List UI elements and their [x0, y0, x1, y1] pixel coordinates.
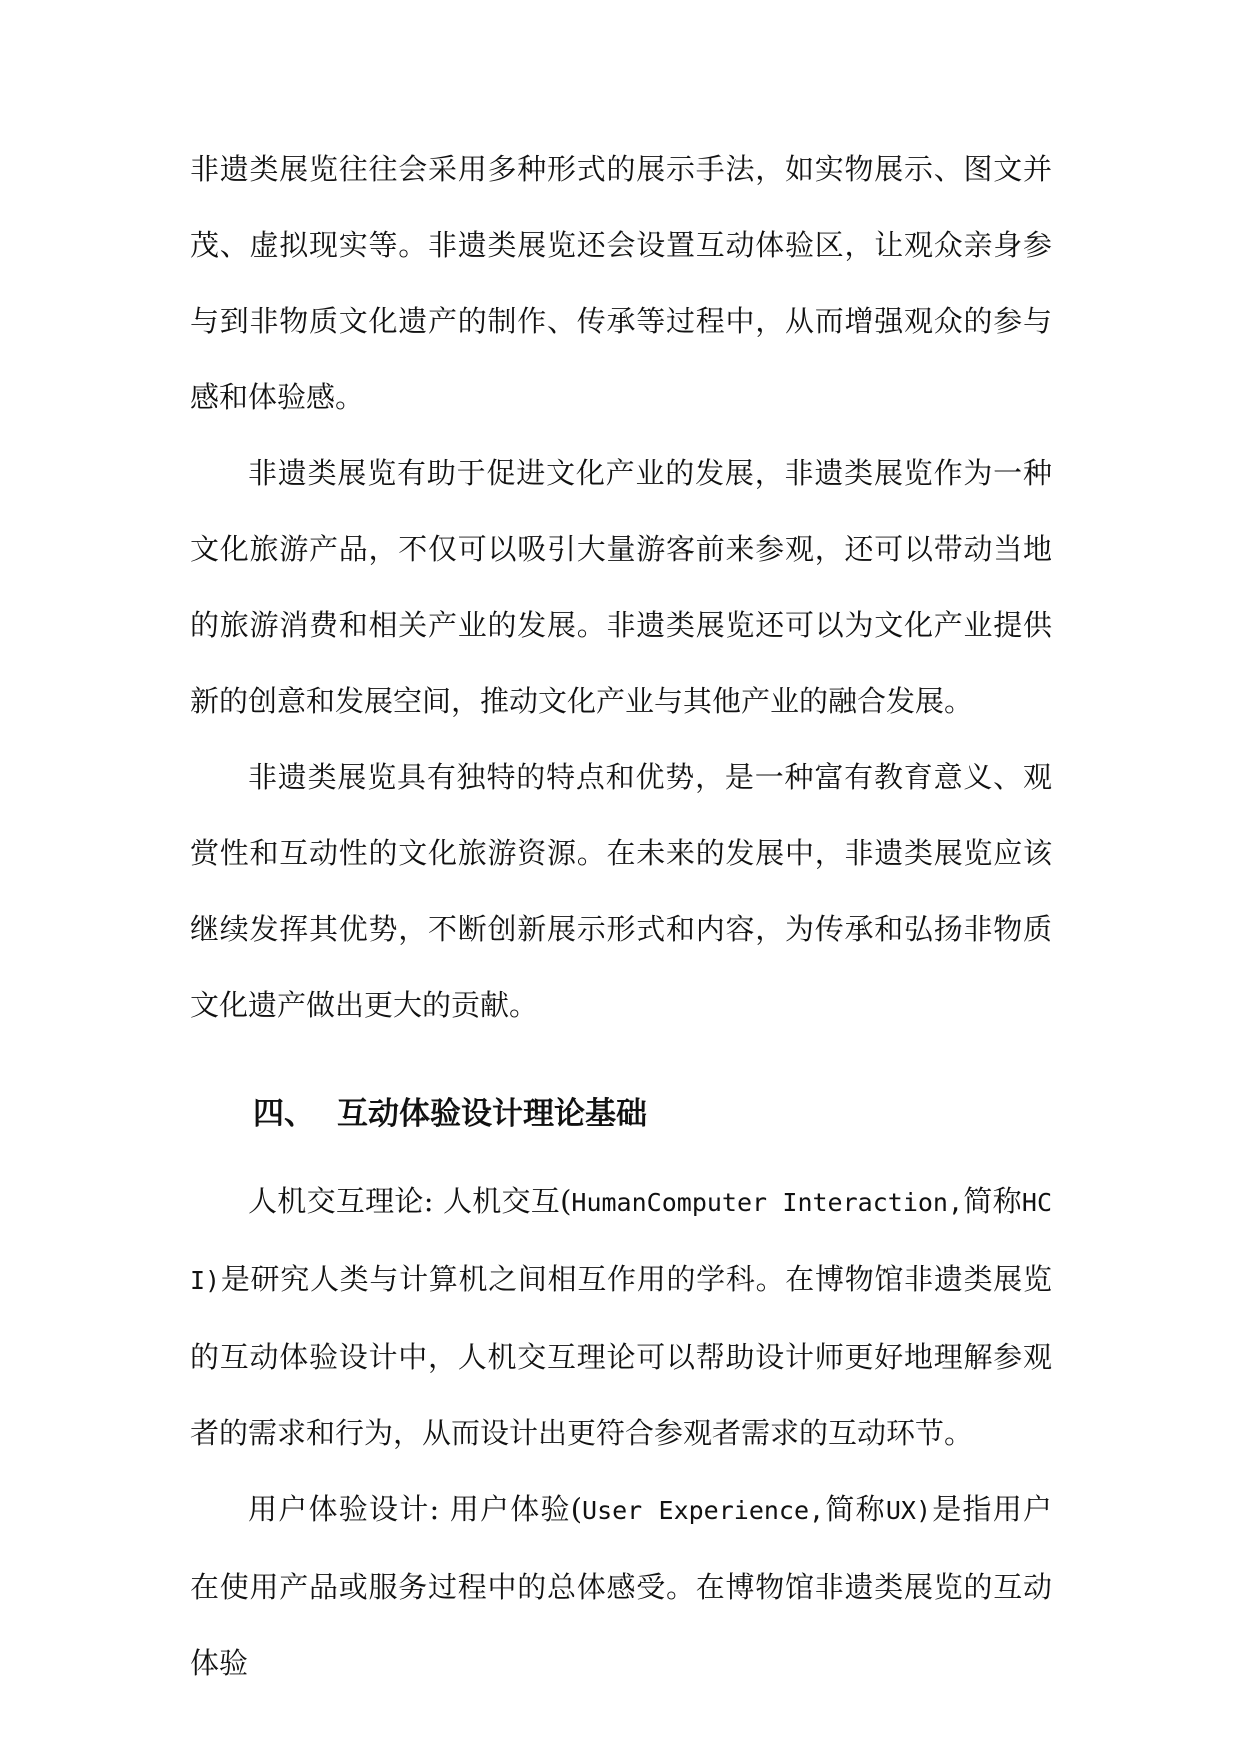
ux-middle: 简称 — [824, 1492, 886, 1526]
paragraph-ux-design — [190, 1471, 1052, 1701]
ux-prefix: 用户体验设计: 用户体验( — [248, 1492, 583, 1526]
paragraph-cultural-industry: 非遗类展览有助于促进文化产业的发展，非遗类展览作为一种文化旅游产品，不仅可以吸引大量游客前来参观，还可以带动当地的旅游消费和相关产业的发展。非遗类展览还可以为文化产业提供新的创意和发展空间，推动文化产业与其他产业的融合发展。 — [190, 456, 1052, 718]
paragraph-hci-theory — [190, 1163, 1052, 1471]
ux-english-term: User Experience, — [582, 1496, 825, 1525]
section-number: 四、 — [253, 1096, 315, 1132]
hci-middle: 简称 — [963, 1184, 1022, 1218]
section-title: 互动体验设计理论基础 — [337, 1096, 647, 1132]
paragraph-features-advantages: 非遗类展览具有独特的特点和优势，是一种富有教育意义、观赏性和互动性的文化旅游资源。在未来的发展中，非遗类展览应该继续发挥其优势，不断创新展示形式和内容，为传承和弘扬非物质文化遗产做出更大的贡献。 — [190, 760, 1052, 1022]
hci-abbreviation: HCI) — [190, 1188, 1052, 1295]
section-heading — [190, 1085, 1052, 1143]
hci-prefix: 人机交互理论: 人机交互( — [248, 1184, 572, 1218]
page-content — [190, 131, 1052, 1701]
hci-english-term: HumanComputer Interaction, — [571, 1188, 964, 1217]
hci-rest: 是研究人类与计算机之间相互作用的学科。在博物馆非遗类展览的互动体验设计中，人机交互理论可以帮助设计师更好地理解参观者的需求和行为，从而设计出更符合参观者需求的互动环节。 — [190, 1262, 1052, 1450]
ux-rest: 是指用户在使用产品或服务过程中的总体感受。在博物馆非遗类展览的互动体验 — [190, 1492, 1052, 1680]
paragraph-exhibition-forms: 非遗类展览往往会采用多种形式的展示手法，如实物展示、图文并茂、虚拟现实等。非遗类展览还会设置互动体验区，让观众亲身参与到非物质文化遗产的制作、传承等过程中，从而增强观众的参与感和体验感。 — [190, 152, 1052, 414]
ux-abbreviation: UX) — [885, 1496, 931, 1525]
